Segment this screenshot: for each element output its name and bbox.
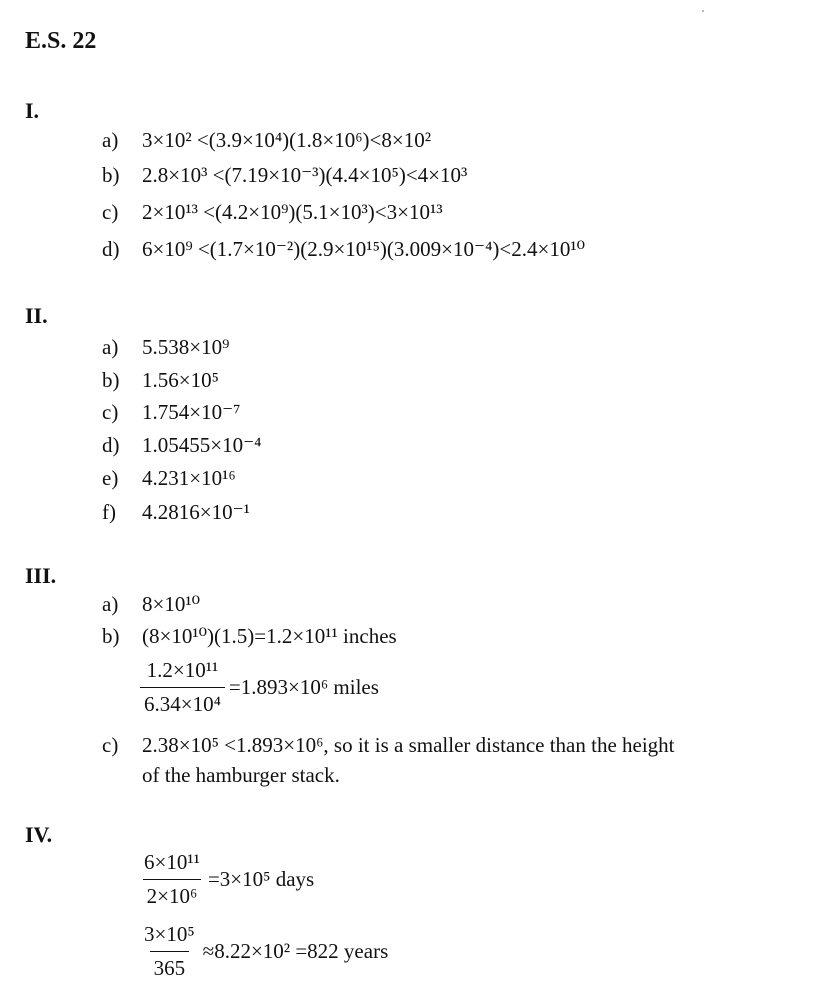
item-text: 2.38×10⁵ <1.893×10⁶, so it is a smaller distance than the height [142, 733, 675, 757]
item-3a [102, 592, 200, 617]
item-text: 8×10¹⁰ [142, 592, 201, 616]
item-2b [102, 368, 219, 393]
fraction-result: ≈8.22×10² =822 years [202, 939, 389, 963]
item-label: c) [102, 400, 119, 424]
item-label: b) [102, 163, 120, 187]
item-1c [102, 200, 443, 225]
section-heading-3: III. [25, 563, 57, 588]
fraction-numerator: 3×10⁵ [144, 922, 195, 946]
item-label: a) [102, 592, 119, 616]
item-text: 1.05455×10⁻⁴ [142, 433, 262, 457]
scan-speck [702, 10, 704, 12]
item-text: 1.754×10⁻⁷ [142, 400, 241, 424]
item-1b [102, 163, 467, 188]
item-text: 2×10¹³ <(4.2×10⁹)(5.1×10³)<3×10¹³ [142, 200, 443, 224]
item-label: d) [102, 237, 120, 261]
item-label: b) [102, 368, 120, 392]
item-text: 4.231×10¹⁶ [142, 466, 236, 490]
item-label: a) [102, 128, 119, 152]
fraction-denominator: 2×10⁶ [143, 879, 202, 909]
item-text: 6×10⁹ <(1.7×10⁻²)(2.9×10¹⁵)(3.009×10⁻⁴)<2.4×10¹⁰ [142, 237, 586, 261]
section-heading-4: IV. [25, 822, 53, 847]
fraction-4-days [140, 850, 314, 909]
item-text: 2.8×10³ <(7.19×10⁻³)(4.4×10⁵)<4×10³ [142, 163, 468, 187]
section-heading-1: I. [25, 98, 40, 123]
item-label: a) [102, 335, 119, 359]
item-text: (8×10¹⁰)(1.5)=1.2×10¹¹ inches [142, 624, 397, 648]
item-text: 4.2816×10⁻¹ [142, 500, 250, 524]
item-text: 1.56×10⁵ [142, 368, 219, 392]
item-2c [102, 400, 241, 425]
item-text: 5.538×10⁹ [142, 335, 230, 359]
item-2a [102, 335, 229, 360]
item-label: f) [102, 500, 116, 524]
fraction-denominator: 365 [150, 951, 190, 981]
fraction-result: =1.893×10⁶ miles [228, 675, 379, 699]
item-1a [102, 128, 431, 153]
item-2f [102, 500, 250, 525]
item-3b [102, 624, 397, 649]
item-2d [102, 433, 262, 458]
fraction-result: =3×10⁵ days [207, 867, 315, 891]
item-label: b) [102, 624, 120, 648]
item-3c-line1 [102, 733, 675, 758]
item-label: c) [102, 733, 119, 757]
item-text: 3×10² <(3.9×10⁴)(1.8×10⁶)<8×10² [142, 128, 432, 152]
item-label: e) [102, 466, 119, 490]
fraction-numerator: 1.2×10¹¹ [146, 658, 219, 682]
section-heading-2: II. [25, 303, 48, 328]
fraction-denominator: 6.34×10⁴ [140, 687, 225, 717]
item-text: of the hamburger stack. [142, 763, 340, 787]
page-title: E.S. 22 [25, 28, 97, 54]
item-2e [102, 466, 236, 491]
fraction-3b-miles [140, 658, 379, 717]
item-label: c) [102, 200, 119, 224]
fraction-4-years [140, 922, 388, 981]
item-label: d) [102, 433, 120, 457]
item-1d [102, 237, 585, 262]
item-3c-line2 [142, 763, 340, 788]
fraction-numerator: 6×10¹¹ [144, 850, 200, 874]
